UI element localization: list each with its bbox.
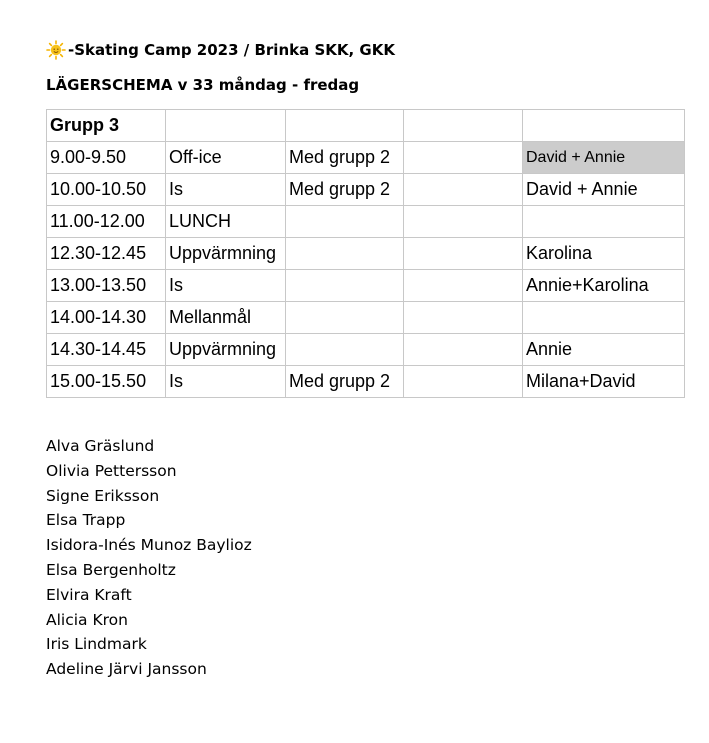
empty-cell — [523, 110, 685, 142]
extra-cell — [404, 366, 523, 398]
table-row — [47, 302, 685, 334]
time-cell: 11.00-12.00 — [47, 206, 166, 238]
leaders-cell: David + Annie — [523, 174, 685, 206]
participant-name: Alicia Kron — [46, 610, 128, 629]
time-cell: 14.30-14.45 — [47, 334, 166, 366]
table-row — [47, 142, 685, 174]
participant-name: Elsa Bergenholtz — [46, 560, 176, 579]
with-group-cell: Med grupp 2 — [286, 366, 404, 398]
activity-cell: Is — [166, 366, 286, 398]
table-row — [47, 238, 685, 270]
sun-icon — [46, 40, 66, 60]
participant-list — [46, 434, 252, 682]
with-group-cell — [286, 334, 404, 366]
leaders-cell: Annie+Karolina — [523, 270, 685, 302]
leaders-cell: Annie — [523, 334, 685, 366]
activity-cell: Off-ice — [166, 142, 286, 174]
with-group-cell — [286, 302, 404, 334]
extra-cell — [404, 302, 523, 334]
document-title — [46, 40, 395, 60]
time-cell: 15.00-15.50 — [47, 366, 166, 398]
table-header-row — [47, 110, 685, 142]
time-cell: 10.00-10.50 — [47, 174, 166, 206]
participant-name: Adeline Järvi Jansson — [46, 660, 207, 679]
title-text: -Skating Camp 2023 / Brinka SKK, GKK — [68, 41, 395, 59]
participant-name: Isidora-Inés Munoz Baylioz — [46, 536, 252, 555]
table-row — [47, 334, 685, 366]
extra-cell — [404, 174, 523, 206]
schedule-table — [46, 109, 685, 398]
participant-name: Elsa Trapp — [46, 511, 126, 530]
participant-name: Alva Gräslund — [46, 437, 155, 455]
table-row — [47, 366, 685, 398]
leaders-cell — [523, 302, 685, 334]
with-group-cell — [286, 238, 404, 270]
participant-name: Elvira Kraft — [46, 585, 132, 604]
leaders-cell: Milana+David — [523, 366, 685, 398]
with-group-cell: Med grupp 2 — [286, 174, 404, 206]
leaders-cell: Karolina — [523, 238, 685, 270]
with-group-cell: Med grupp 2 — [286, 142, 404, 174]
participant-name: Olivia Pettersson — [46, 461, 177, 480]
extra-cell — [404, 142, 523, 174]
participant-name: Signe Eriksson — [46, 486, 160, 505]
with-group-cell — [286, 270, 404, 302]
extra-cell — [404, 270, 523, 302]
empty-cell — [404, 110, 523, 142]
time-cell: 13.00-13.50 — [47, 270, 166, 302]
with-group-cell — [286, 206, 404, 238]
activity-cell: Uppvärmning — [166, 334, 286, 366]
table-row — [47, 206, 685, 238]
extra-cell — [404, 238, 523, 270]
extra-cell — [404, 206, 523, 238]
activity-cell: LUNCH — [166, 206, 286, 238]
group-label: Grupp 3 — [47, 110, 166, 142]
participant-name: Iris Lindmark — [46, 635, 147, 654]
activity-cell: Uppvärmning — [166, 238, 286, 270]
schedule-subtitle: LÄGERSCHEMA v 33 måndag - fredag — [46, 76, 360, 94]
extra-cell — [404, 334, 523, 366]
leaders-cell: David + Annie — [523, 142, 685, 174]
activity-cell: Mellanmål — [166, 302, 286, 334]
activity-cell: Is — [166, 174, 286, 206]
time-cell: 14.00-14.30 — [47, 302, 166, 334]
time-cell: 12.30-12.45 — [47, 238, 166, 270]
table-row — [47, 270, 685, 302]
time-cell: 9.00-9.50 — [47, 142, 166, 174]
leaders-cell — [523, 206, 685, 238]
empty-cell — [166, 110, 286, 142]
empty-cell — [286, 110, 404, 142]
activity-cell: Is — [166, 270, 286, 302]
table-row — [47, 174, 685, 206]
